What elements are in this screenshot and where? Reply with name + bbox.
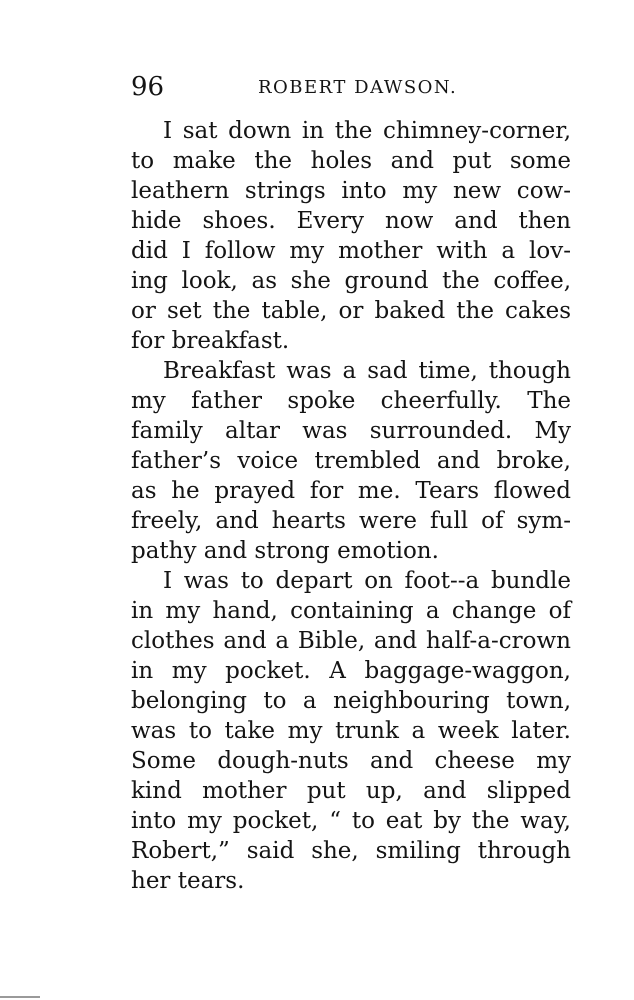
text-line: Robert,” said she, smiling through: [131, 838, 571, 864]
text-line: hide shoes. Every now and then: [131, 208, 571, 234]
text-line: my father spoke cheerfully. The: [131, 388, 571, 414]
text-line: I was to depart on foot--a bundle: [163, 568, 571, 594]
text-line: did I follow my mother with a lov-: [131, 238, 571, 264]
text-line: belonging to a neighbouring town,: [131, 688, 571, 714]
text-line: father’s voice trembled and broke,: [131, 448, 571, 474]
page-edge-mark: [0, 996, 40, 998]
page-number: 96: [131, 72, 165, 102]
text-line: ing look, as she ground the coffee,: [131, 268, 571, 294]
text-line: kind mother put up, and slipped: [131, 778, 571, 804]
text-line: was to take my trunk a week later.: [131, 718, 571, 744]
text-line: as he prayed for me. Tears flowed: [131, 478, 571, 504]
page-header: [131, 72, 571, 102]
text-line: freely, and hearts were full of sym-: [131, 508, 571, 534]
text-line: leathern strings into my new cow-: [131, 178, 571, 204]
text-line: pathy and strong emotion.: [131, 538, 439, 564]
text-line: for breakfast.: [131, 328, 290, 354]
text-line: or set the table, or baked the cakes: [131, 298, 571, 324]
text-line: clothes and a Bible, and half-a-crown: [131, 628, 571, 654]
text-line: Breakfast was a sad time, though: [163, 358, 571, 384]
text-line: I sat down in the chimney-corner,: [163, 118, 571, 144]
text-line: in my pocket. A baggage-waggon,: [131, 658, 571, 684]
text-line: into my pocket, “ to eat by the way,: [131, 808, 571, 834]
body-text: [131, 116, 571, 896]
text-line: Some dough-nuts and cheese my: [131, 748, 571, 774]
text-line: her tears.: [131, 868, 245, 894]
text-line: in my hand, containing a change of: [131, 598, 571, 624]
text-line: to make the holes and put some: [131, 148, 571, 174]
text-line: family altar was surrounded. My: [131, 418, 571, 444]
running-head: ROBERT DAWSON.: [258, 77, 458, 98]
